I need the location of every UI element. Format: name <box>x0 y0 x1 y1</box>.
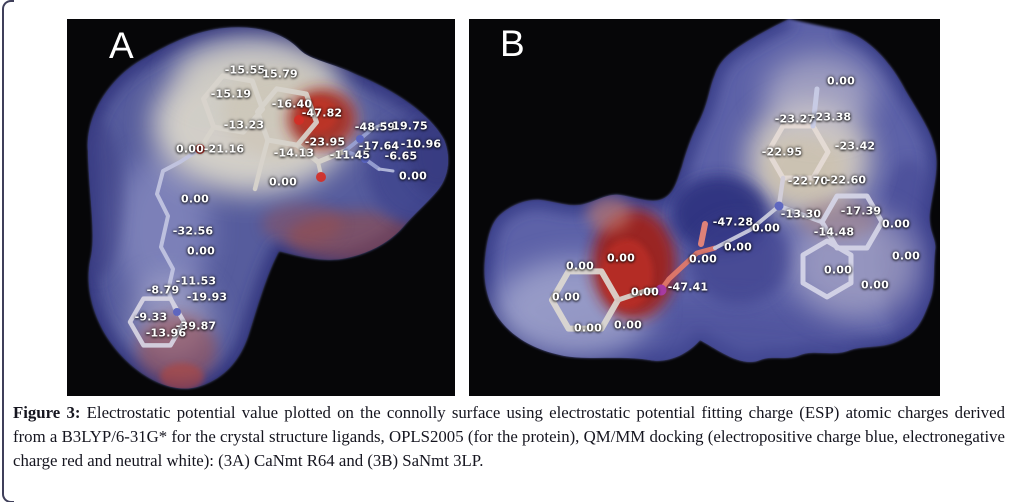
esp-value-label: 0.00 <box>176 142 204 156</box>
esp-value-label: 0.00 <box>181 192 209 206</box>
esp-value-label: 0.00 <box>882 217 910 231</box>
esp-value-label: -15.55 <box>224 63 266 77</box>
esp-value-label: -15.19 <box>210 87 252 101</box>
esp-value-label: -6.65 <box>384 149 418 163</box>
esp-value-label: -47.28 <box>712 215 754 229</box>
esp-value-label: 0.00 <box>892 249 920 263</box>
panel-b-labels <box>469 19 940 396</box>
esp-value-label: 0.00 <box>827 74 855 88</box>
figure-caption <box>13 401 1005 473</box>
esp-value-label: -10.96 <box>400 137 442 151</box>
esp-value-label: -23.42 <box>834 139 876 153</box>
esp-value-label: -8.79 <box>146 283 180 297</box>
esp-value-label: -21.16 <box>203 142 245 156</box>
esp-value-label: -23.38 <box>810 110 852 124</box>
panel-b-esp-surface <box>469 19 940 396</box>
esp-value-label: 0.00 <box>614 318 642 332</box>
esp-value-label: 15.79 <box>262 67 298 81</box>
esp-value-label: -39.87 <box>175 319 217 333</box>
esp-value-label: 0.00 <box>269 175 297 189</box>
esp-value-label: -48.59 <box>354 120 396 134</box>
esp-value-label: -23.27 <box>774 112 816 126</box>
esp-value-label: -13.96 <box>145 326 187 340</box>
esp-value-label: 0.00 <box>689 252 717 266</box>
esp-value-label: 0.00 <box>752 221 780 235</box>
esp-value-label: 0.00 <box>187 244 215 258</box>
esp-value-label: 0.00 <box>552 290 580 304</box>
esp-value-label: 0.00 <box>861 278 889 292</box>
esp-value-label: 0.00 <box>399 169 427 183</box>
esp-value-label: -22.70 <box>787 174 829 188</box>
esp-value-label: -19.93 <box>186 290 228 304</box>
esp-value-label: -32.56 <box>172 224 214 238</box>
esp-value-label: -11.53 <box>175 274 217 288</box>
esp-value-label: -13.30 <box>780 207 822 221</box>
esp-value-label: -17.39 <box>840 204 882 218</box>
esp-value-label: -13.23 <box>223 118 265 132</box>
figure-caption-text: Electrostatic potential value plotted on the connolly surface using electrostatic potential fitting charge (ESP) atomic charges derived from a B3LYP/6-31G* for the crystal structure ligands, OPLS2005 (for the protein), QM/MM docking (electropositive charge blue, electronegative charge red and neutral white): (3A) CaNmt R64 and (3B) SaNmt 3LP. <box>13 403 1005 470</box>
esp-value-label: -14.13 <box>273 146 315 160</box>
esp-value-label: -22.95 <box>761 145 803 159</box>
esp-value-label: -22.60 <box>825 173 867 187</box>
esp-value-label: -11.45 <box>329 148 371 162</box>
panel-b-letter: B <box>500 23 525 64</box>
esp-value-label: 0.00 <box>724 240 752 254</box>
figure-caption-label: Figure 3: <box>13 403 81 422</box>
panel-a-labels <box>67 19 455 396</box>
esp-value-label: 0.00 <box>574 321 602 335</box>
esp-value-label: -47.82 <box>301 106 343 120</box>
esp-value-label: -9.33 <box>134 310 168 324</box>
esp-value-label: -16.40 <box>271 97 313 111</box>
esp-value-label: 0.00 <box>607 251 635 265</box>
panel-a-esp-surface <box>67 19 455 396</box>
panel-a-letter: A <box>109 25 134 66</box>
esp-value-label: -14.48 <box>813 225 855 239</box>
esp-value-label: -23.95 <box>304 135 346 149</box>
esp-value-label: 0.00 <box>566 259 594 273</box>
esp-value-label: -47.41 <box>667 280 709 294</box>
esp-value-label: 0.00 <box>824 263 852 277</box>
esp-value-label: 19.75 <box>392 119 428 133</box>
esp-value-label: 0.00 <box>631 285 659 299</box>
esp-value-label: -17.64 <box>358 139 400 153</box>
